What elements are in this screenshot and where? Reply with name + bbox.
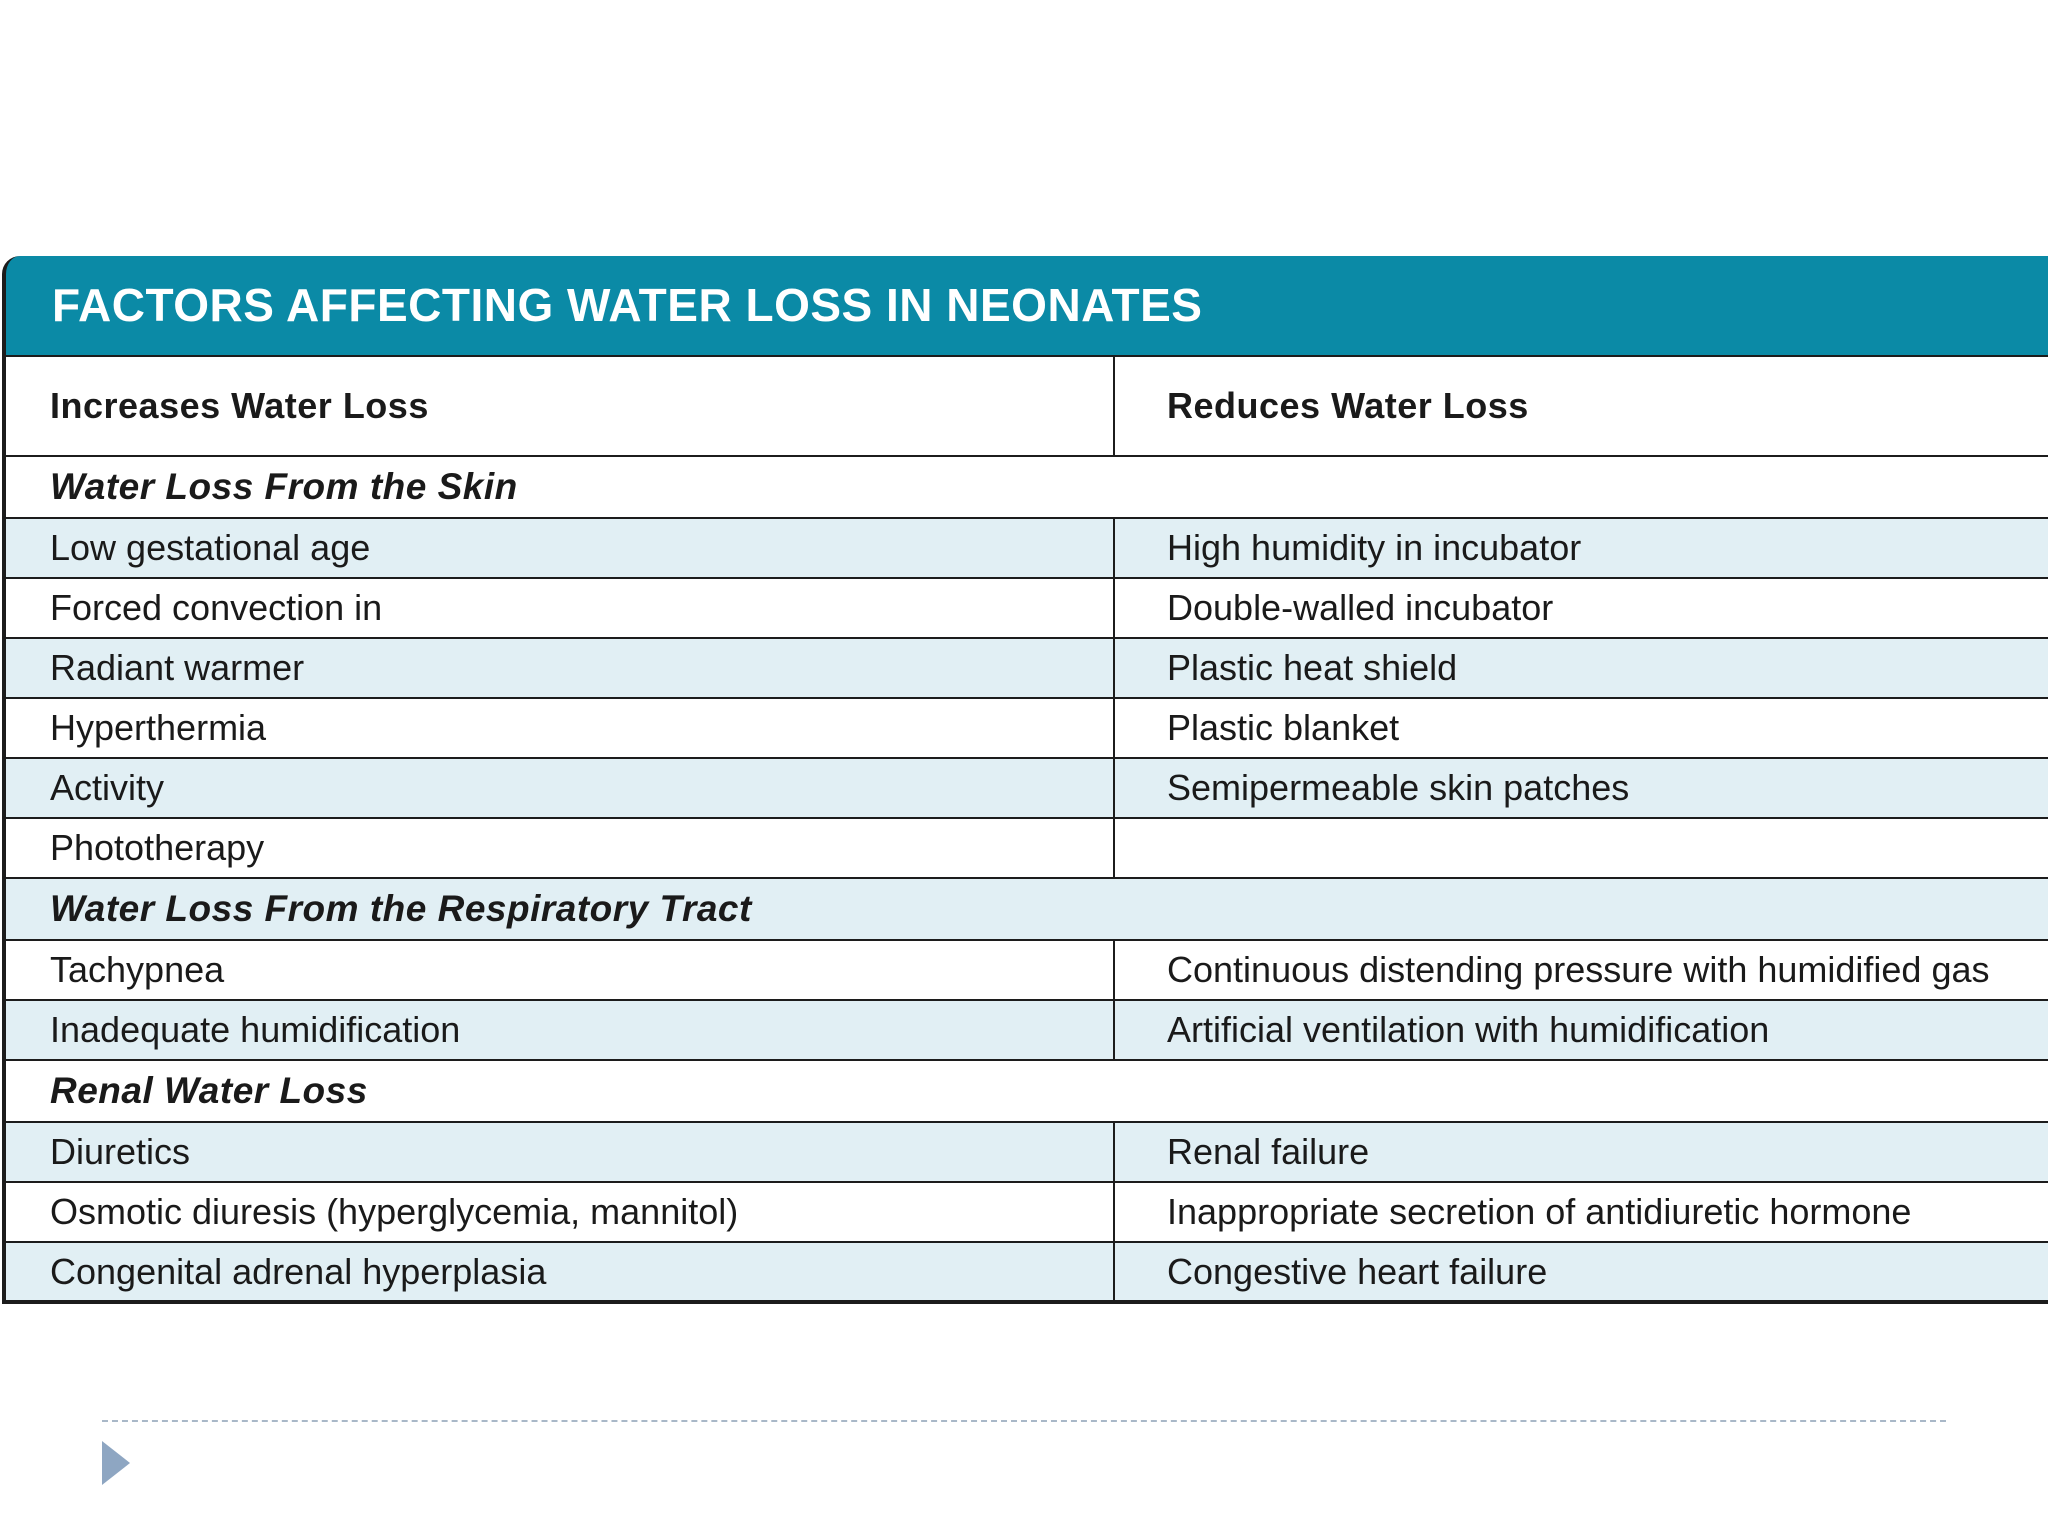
column-header-increases: Increases Water Loss bbox=[4, 356, 1114, 456]
reduces-cell: Congestive heart failure bbox=[1114, 1242, 2048, 1302]
footer-divider bbox=[102, 1420, 1946, 1422]
section-row-skin bbox=[4, 456, 2048, 518]
increases-cell: Phototherapy bbox=[4, 818, 1114, 878]
table-row bbox=[4, 578, 2048, 638]
table-row bbox=[4, 1122, 2048, 1182]
increases-cell: Diuretics bbox=[4, 1122, 1114, 1182]
section-heading: Water Loss From the Respiratory Tract bbox=[4, 878, 2048, 940]
reduces-cell: Artificial ventilation with humidification bbox=[1114, 1000, 2048, 1060]
increases-cell: Inadequate humidification bbox=[4, 1000, 1114, 1060]
increases-cell: Tachypnea bbox=[4, 940, 1114, 1000]
increases-cell: Hyperthermia bbox=[4, 698, 1114, 758]
reduces-cell: Renal failure bbox=[1114, 1122, 2048, 1182]
section-row-respiratory bbox=[4, 878, 2048, 940]
reduces-cell: Plastic heat shield bbox=[1114, 638, 2048, 698]
increases-cell: Low gestational age bbox=[4, 518, 1114, 578]
section-heading: Water Loss From the Skin bbox=[4, 456, 2048, 518]
section-heading: Renal Water Loss bbox=[4, 1060, 2048, 1122]
reduces-cell: Double-walled incubator bbox=[1114, 578, 2048, 638]
table-row bbox=[4, 1242, 2048, 1302]
increases-cell: Radiant warmer bbox=[4, 638, 1114, 698]
table-title-bar bbox=[2, 256, 2048, 355]
column-header-reduces: Reduces Water Loss bbox=[1114, 356, 2048, 456]
table-row bbox=[4, 818, 2048, 878]
reduces-cell: Continuous distending pressure with humidified gas bbox=[1114, 940, 2048, 1000]
increases-cell: Forced convection in bbox=[4, 578, 1114, 638]
table-title: FACTORS AFFECTING WATER LOSS IN NEONATES bbox=[52, 279, 1203, 331]
table-row bbox=[4, 638, 2048, 698]
water-loss-table bbox=[2, 256, 2048, 1304]
increases-cell: Osmotic diuresis (hyperglycemia, mannitol) bbox=[4, 1182, 1114, 1242]
table-row bbox=[4, 940, 2048, 1000]
reduces-cell: Semipermeable skin patches bbox=[1114, 758, 2048, 818]
reduces-cell: Inappropriate secretion of antidiuretic hormone bbox=[1114, 1182, 2048, 1242]
triangle-bullet-icon bbox=[102, 1441, 130, 1485]
table-row bbox=[4, 1000, 2048, 1060]
table-row bbox=[4, 698, 2048, 758]
section-row-renal bbox=[4, 1060, 2048, 1122]
reduces-cell: High humidity in incubator bbox=[1114, 518, 2048, 578]
table-row bbox=[4, 1182, 2048, 1242]
increases-cell: Congenital adrenal hyperplasia bbox=[4, 1242, 1114, 1302]
table-row bbox=[4, 758, 2048, 818]
increases-cell: Activity bbox=[4, 758, 1114, 818]
reduces-cell bbox=[1114, 818, 2048, 878]
table-row bbox=[4, 518, 2048, 578]
reduces-cell: Plastic blanket bbox=[1114, 698, 2048, 758]
table-header-row bbox=[4, 356, 2048, 456]
factors-table bbox=[2, 355, 2048, 1304]
